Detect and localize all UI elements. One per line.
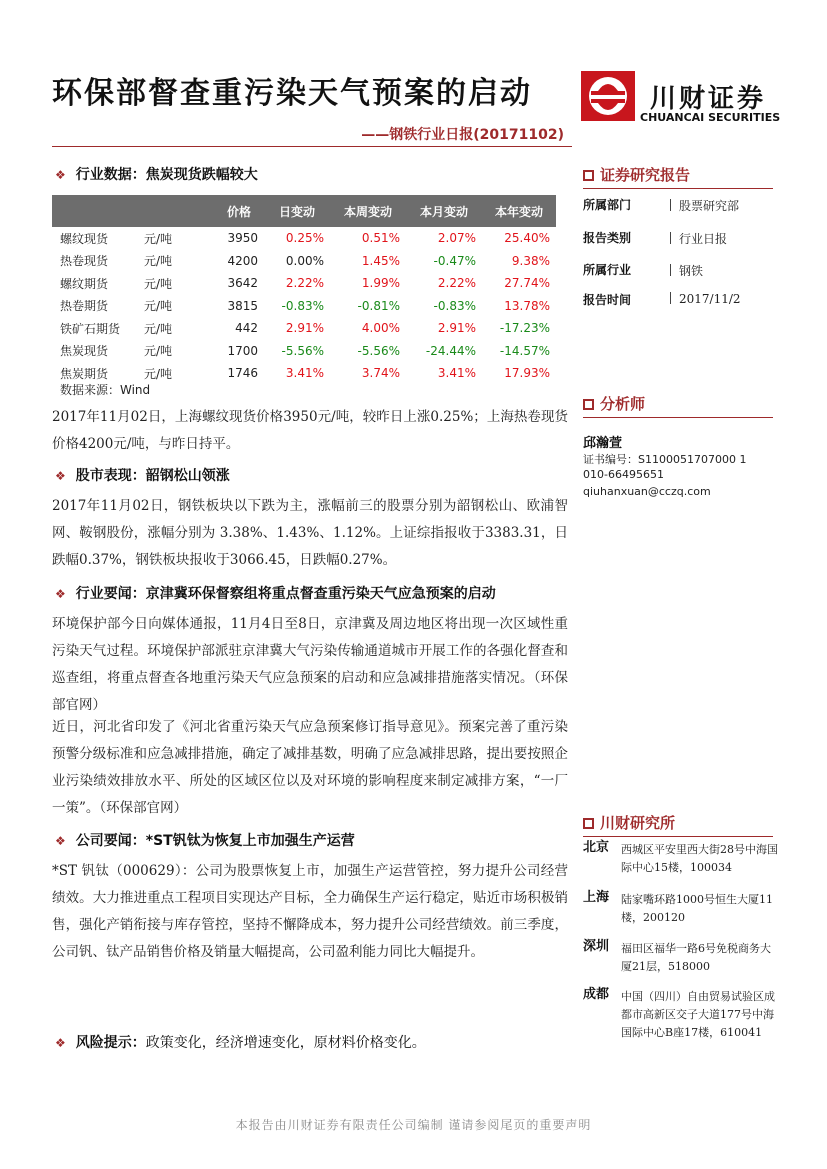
table-cell: -14.57% <box>499 343 550 358</box>
table-cell: 0.51% <box>361 231 400 246</box>
table-cell: 元/吨 <box>144 321 173 336</box>
table-cell: 17.93% <box>504 366 550 381</box>
sidebar-divider <box>583 417 773 418</box>
table-cell: 元/吨 <box>144 254 173 269</box>
info-value-department: 股票研究部 <box>670 197 739 214</box>
paragraph-stock: 2017年11月02日，钢铁板块以下跌为主，涨幅前三的股票分别为韶钢松山、欧浦智网、鞍钢股份，涨幅分别为 3.38%、1.43%、1.12%。上证综指报收于3383.31，日跌幅0.37%，钢铁板块报收于3066.45，日跌幅0.27%。 <box>52 498 568 568</box>
table-cell: 9.38% <box>511 253 550 268</box>
table-cell: 3.41% <box>285 366 324 381</box>
logo-english-name: CHUANCAI SECURITIES <box>640 111 781 124</box>
analyst-email[interactable]: qiuhanxuan@cczq.com <box>583 485 711 498</box>
table-cell: -0.47% <box>433 253 476 268</box>
paragraph-company: *ST 钒钛（000629）：公司为股票恢复上市，加强生产运营管控，努力提升公司经营绩效。大力推进重点工程项目实现达产目标，全力确保生产运行稳定，贴近市场积极销售，强化产销衔接与库存管控，坚持不懈降成本，努力提升公司经营绩效。前三季度，公司钒、钛产品销售价格及销量大幅提高，公司盈利能力同比大幅提升。 <box>52 863 568 960</box>
table-source: 数据来源：Wind <box>60 383 151 397</box>
table-cell: 25.40% <box>504 231 550 246</box>
news-heading: ❖ 行业要闻：京津冀环保督察组将重点督查重污染天气应急预案的启动 <box>55 586 496 602</box>
info-value-category: 行业日报 <box>670 230 727 247</box>
table-header-cell <box>144 195 214 227</box>
page-title: 环保部督查重污染天气预案的启动 <box>52 76 532 111</box>
table-cell: 元/吨 <box>144 344 173 359</box>
table-cell: 0.25% <box>285 231 324 246</box>
table-cell: 3950 <box>227 231 258 246</box>
company-logo-icon <box>581 71 635 121</box>
page-subtitle: ——钢铁行业日报(20171102) <box>361 127 564 143</box>
info-value-date: 2017/11/2 <box>670 292 741 306</box>
table-cell: 3.41% <box>437 366 476 381</box>
report-heading: 证券研究报告 <box>583 164 690 185</box>
page-footer: 本报告由川财证券有限责任公司编制 谨请参阅尾页的重要声明 <box>235 1118 592 1132</box>
table-cell: -0.83% <box>433 298 476 313</box>
company-heading: ❖ 公司要闻：*ST钒钛为恢复上市加强生产运营 <box>55 833 355 849</box>
table-header-cell: 价格 <box>214 195 264 227</box>
office-address-beijing: 西城区平安里西大街28号中海国际中心15楼，100034 <box>621 843 778 874</box>
table-cell: 1746 <box>227 366 258 381</box>
table-cell: 1700 <box>227 343 258 358</box>
table-row <box>52 272 556 295</box>
industry-data-heading: ❖ 行业数据：焦炭现货跌幅较大 <box>55 167 258 183</box>
office-address-chengdu: 中国（四川）自由贸易试验区成都市高新区交子大道177号中海国际中心B座17楼，610041 <box>621 990 775 1039</box>
table-cell: 4200 <box>227 253 258 268</box>
table-cell: -5.56% <box>357 343 400 358</box>
sidebar-divider <box>583 836 773 837</box>
office-city-chengdu: 成都 <box>583 987 610 1002</box>
office-city-shenzhen: 深圳 <box>583 939 610 954</box>
table-cell: 0.00% <box>285 253 324 268</box>
office-city-beijing: 北京 <box>583 840 610 855</box>
info-key-category: 报告类别 <box>583 231 632 245</box>
table-cell: -0.81% <box>357 298 400 313</box>
table-cell: 2.91% <box>437 321 476 336</box>
table-cell: -17.23% <box>499 321 550 336</box>
price-table <box>52 195 556 385</box>
table-cell: 1.99% <box>361 276 400 291</box>
office-address-shenzhen: 福田区福华一路6号免税商务大厦21层，518000 <box>621 942 771 973</box>
table-header-cell: 本周变动 <box>330 195 406 227</box>
sidebar-divider <box>583 188 773 189</box>
table-cell: 3815 <box>227 298 258 313</box>
info-key-date: 报告时间 <box>583 293 632 307</box>
table-row <box>52 317 556 340</box>
office-city-shanghai: 上海 <box>583 890 610 905</box>
table-cell: 4.00% <box>361 321 400 336</box>
table-row <box>52 227 556 250</box>
table-header-cell: 本月变动 <box>406 195 482 227</box>
table-cell: 元/吨 <box>144 299 173 314</box>
paragraph-price: 2017年11月02日，上海螺纹现货价格3950元/吨，较昨日上涨0.25%；上海热卷现货价格4200元/吨，与昨日持平。 <box>52 409 568 452</box>
table-header-cell: 本年变动 <box>482 195 556 227</box>
paragraph-news-1: 环境保护部今日向媒体通报，11月4日至8日，京津冀及周边地区将出现一次区域性重污染天气过程。环境保护部派驻京津冀大气污染传输通道城市开展工作的各强化督查和巡查组，将重点督查各地重污染天气应急预案的启动和应急减排措施落实情况。（环保部官网） <box>52 616 568 713</box>
table-cell: 1.45% <box>361 253 400 268</box>
logo-chinese-name: 川财证券 <box>650 84 767 114</box>
info-value-industry: 钢铁 <box>670 262 703 279</box>
diamond-bullet-icon: ❖ <box>55 1036 66 1050</box>
table-header-cell: 日变动 <box>264 195 330 227</box>
stock-heading: ❖ 股市表现：韶钢松山领涨 <box>55 468 230 484</box>
diamond-bullet-icon: ❖ <box>55 469 66 483</box>
analyst-heading: 分析师 <box>583 393 645 414</box>
diamond-bullet-icon: ❖ <box>55 834 66 848</box>
table-row <box>52 250 556 273</box>
table-header-row <box>52 195 556 227</box>
square-bullet-icon <box>583 170 594 181</box>
header-divider <box>52 146 572 147</box>
office-address-shanghai: 陆家嘴环路1000号恒生大厦11楼，200120 <box>621 893 773 924</box>
table-cell: 元/吨 <box>144 366 173 381</box>
square-bullet-icon <box>583 818 594 829</box>
table-cell: 元/吨 <box>144 231 173 246</box>
table-cell: 27.74% <box>504 276 550 291</box>
table-cell: 2.07% <box>437 231 476 246</box>
table-row <box>52 295 556 318</box>
analyst-cert: 证书编号：S1100051707000 1 <box>583 453 747 466</box>
table-cell: 热卷现货 <box>60 254 109 269</box>
info-key-industry: 所属行业 <box>583 263 632 277</box>
table-cell: 铁矿石期货 <box>60 321 121 336</box>
table-cell: 元/吨 <box>144 276 173 291</box>
table-cell: 13.78% <box>504 298 550 313</box>
table-cell: -5.56% <box>281 343 324 358</box>
table-cell: -24.44% <box>425 343 476 358</box>
table-header-cell <box>52 195 144 227</box>
risk-heading: ❖ 风险提示：政策变化，经济增速变化，原材料价格变化。 <box>55 1035 426 1051</box>
table-cell: 2.22% <box>285 276 324 291</box>
square-bullet-icon <box>583 399 594 410</box>
table-cell: 焦炭现货 <box>60 344 109 359</box>
table-cell: 2.91% <box>285 321 324 336</box>
info-key-department: 所属部门 <box>583 198 632 212</box>
diamond-bullet-icon: ❖ <box>55 168 66 182</box>
table-cell: 442 <box>235 321 258 336</box>
table-cell: 螺纹现货 <box>60 231 109 246</box>
table-cell: 热卷期货 <box>60 299 109 314</box>
diamond-bullet-icon: ❖ <box>55 587 66 601</box>
table-cell: -0.83% <box>281 298 324 313</box>
paragraph-news-2: 近日，河北省印发了《河北省重污染天气应急预案修订指导意见》。预案完善了重污染预警分级标准和应急减排措施，确定了减排基数，明确了应急减排思路，提出要按照企业污染绩效排放水平、所处的区域区位以及对环境的影响程度来制定减排方案，“一厂一策”。（环保部官网） <box>52 719 568 816</box>
table-cell: 螺纹期货 <box>60 276 109 291</box>
table-cell: 3642 <box>227 276 258 291</box>
analyst-name: 邱瀚萱 <box>583 436 623 451</box>
table-cell: 焦炭期货 <box>60 366 109 381</box>
institute-heading: 川财研究所 <box>583 812 675 833</box>
table-row <box>52 340 556 363</box>
table-cell: 2.22% <box>437 276 476 291</box>
analyst-phone: 010-66495651 <box>583 468 664 481</box>
table-cell: 3.74% <box>361 366 400 381</box>
